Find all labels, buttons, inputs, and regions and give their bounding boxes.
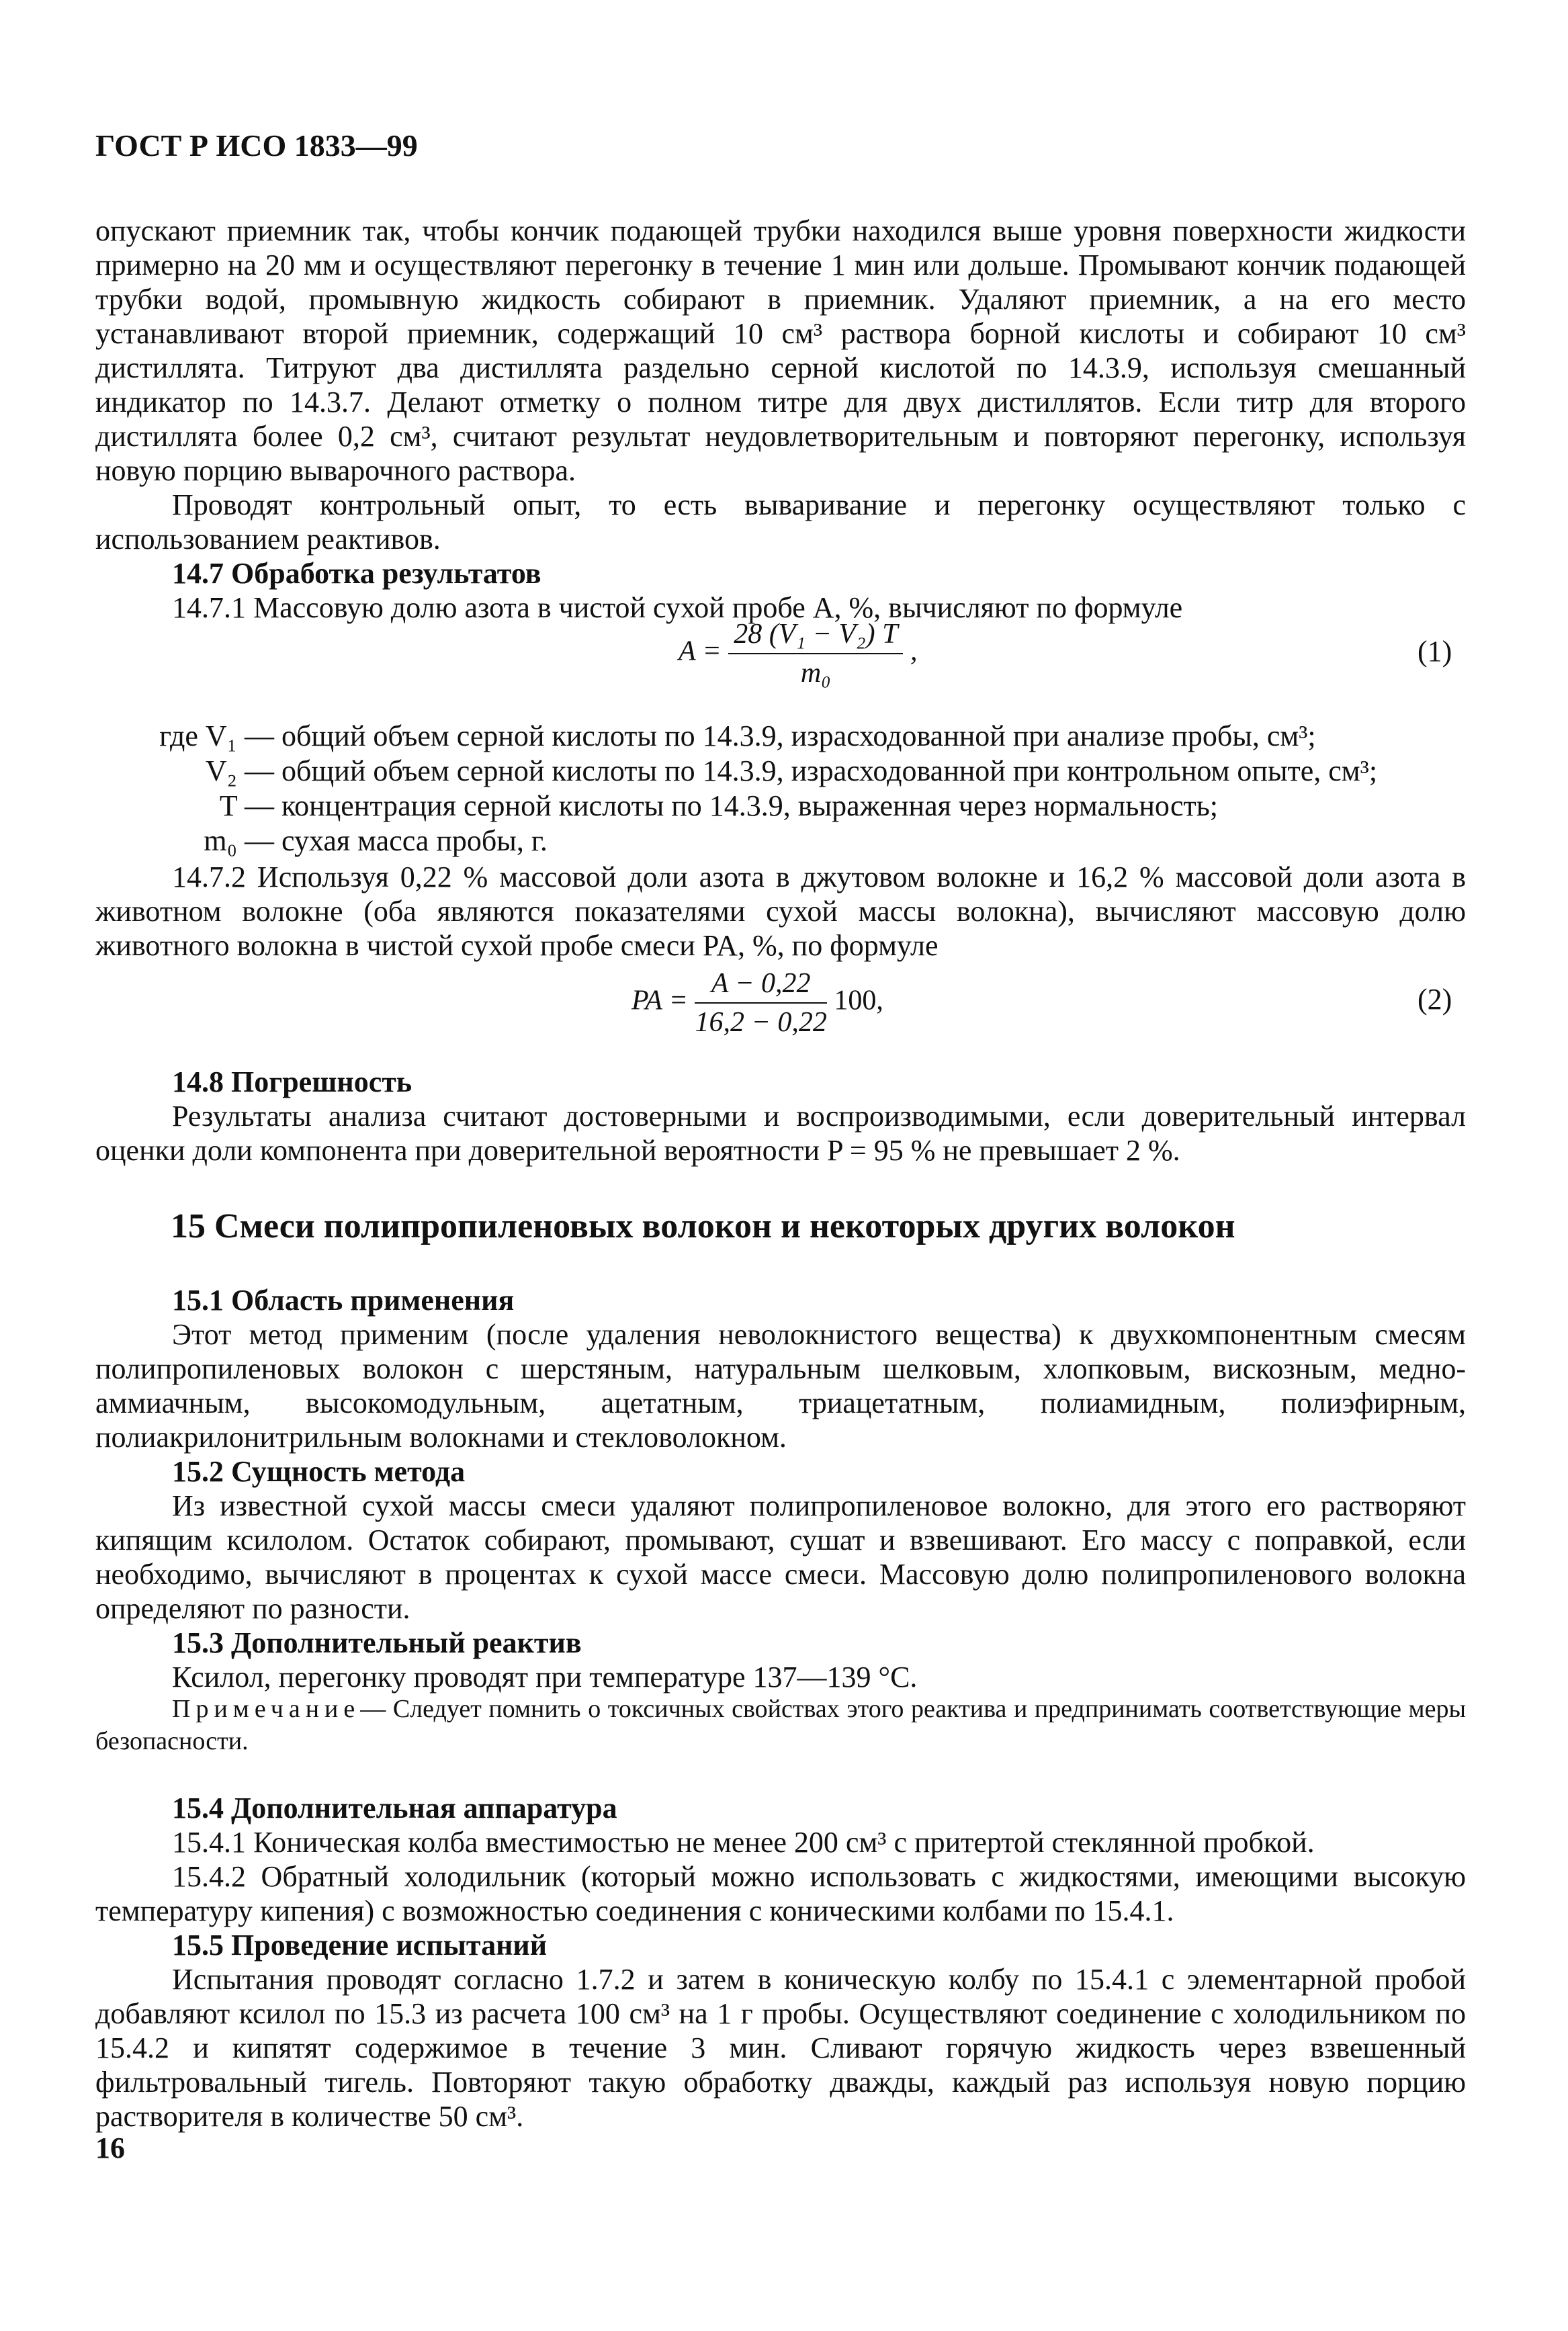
document-header: ГОСТ Р ИСО 1833—99 [95,128,418,163]
heading-14-8: 14.8 Погрешность [172,1065,412,1098]
heading-15-3: 15.3 Дополнительный реактив [172,1626,582,1659]
heading-15-1: 15.1 Область применения [172,1284,515,1317]
definition-text: сухая масса пробы, г. [281,824,548,857]
definition-row [95,754,1377,789]
paragraph-continuation: опускают приемник так, чтобы кончик подающей трубки находился выше уровня поверхности жидкости примерно на 20 мм и осуществляют перегонку в течение 1 мин или дольше. Промывают кончик подающей трубки водой, промывную жидкость собирают в приемник. Удаляют приемник, а на его место устанавливают второй приемник, содержащий 10 см³ раствора борной кислоты и собирают 10 см³ дистиллята. Титруют два дистиллята раздельно серной кислотой по 14.3.9, используя смешанный индикатор по 14.3.7. Делают отметку о полном титре для двух дистиллятов. Если титр для второго дистиллята более 0,2 см³, считают результат неудовлетворительным и повторяют перегонку, используя новую порцию выварочного раствора. [95,214,1466,487]
heading-15-2: 15.2 Сущность метода [172,1455,466,1488]
note-block [95,1693,1466,1757]
definition-row [95,719,1377,754]
heading-15-5: 15.5 Проведение испытаний [172,1929,548,1962]
paragraph-15-4-2: 15.4.2 Обратный холодильник (который можно использовать с жидкостями, имеющими высокую температуру кипения) с возможностью соединения с коническими колбами по 15.4.1. [95,1860,1466,1927]
text-block-14-7-2 [95,860,1466,963]
definition-row [95,789,1377,824]
formula-1 [679,618,917,689]
formula-2 [631,967,883,1039]
paragraph-15-2: Из известной сухой массы смеси удаляют полипропиленовое волокно, для этого его растворяют кипящим ксилолом. Остаток собирают, промывают, сушат и взвешивают. Его массу с поправкой, если необходимо, вычисляют в процентах к сухой массе смеси. Массовую долю полипропиленового волокна определяют по разности. [95,1489,1466,1625]
text-block-top [95,214,1466,625]
formula-2-denominator: 16,2 − 0,22 [695,1007,827,1038]
heading-15-4: 15.4 Дополнительная аппаратура [172,1792,617,1824]
note-label: Примечание [172,1695,361,1723]
paragraph-15-3: Ксилол, перегонку проводят при температуре 137—139 °С. [172,1661,918,1694]
definition-text: общий объем серной кислоты по 14.3.9, израсходованной при контрольном опыте, см³; [281,754,1378,787]
paragraph-15-4-1: 15.4.1 Коническая колба вместимостью не менее 200 см³ с притертой стеклянной пробкой. [172,1826,1315,1859]
section-15-title: 15 Смеси полипропиленовых волокон и некоторых других волокон [171,1207,1235,1245]
formula-2-tail: 100, [834,985,883,1016]
text-block-15-4 [95,1791,1466,2134]
note-text: — Следует помнить о токсичных свойствах этого реактива и предпринимать соответствующие меры безопасности. [95,1695,1466,1755]
definition-symbol: V₂ — [205,754,274,787]
page-number: 16 [95,2131,125,2164]
formula-2-fraction [695,967,826,1039]
formula-2-lhs: PA = [631,985,688,1016]
formula-1-lhs: A = [679,635,722,667]
paragraph-15-1: Этот метод применим (после удаления неволокнистого вещества) к двухкомпонентным смесям полипропиленовых волокон с шерстяным, натуральным шелковым, хлопковым, вискозным, медно-аммиачным, высокомодульным, ацетатным, триацетатным, полиамидным, полиэфирным, полиакрилонитрильным волокнами и стекловолокном. [95,1318,1466,1454]
paragraph-14-7-2: 14.7.2 Используя 0,22 % массовой доли азота в джутовом волокне и 16,2 % массовой доли азота в животном волокне (оба являются показателями сухой массы волокна), вычисляют массовую долю животного волокна в чистой сухой пробе смеси PA, %, по формуле [95,861,1466,962]
paragraph-15-5: Испытания проводят согласно 1.7.2 и затем в коническую колбу по 15.4.1 с элементарной пробой добавляют ксилол по 15.3 из расчета 100 см³ на 1 г пробы. Осуществляют соединение с холодильником по 15.4.2 и кипятят содержимое в течение 3 мин. Сливают горячую жидкость через взвешенный фильтровальный тигель. Повторяют такую обработку дважды, каждый раз используя новую порцию растворителя в количестве 50 см³. [95,1963,1466,2133]
definition-symbol: где V₁ — [159,719,274,752]
definition-text: концентрация серной кислоты по 14.3.9, выраженная через нормальность; [281,789,1219,822]
heading-14-7: 14.7 Обработка результатов [172,557,541,590]
formula-2-numerator: A − 0,22 [695,967,826,1004]
definition-text: общий объем серной кислоты по 14.3.9, израсходованной при анализе пробы, см³; [281,719,1316,752]
symbol-definitions [95,719,1377,859]
formula-1-fraction [728,618,903,689]
text-block-15 [95,1283,1466,1694]
formula-1-denominator: m₀ [800,658,831,689]
paragraph-14-8: Результаты анализа считают достоверными и воспроизводимыми, если доверительный интервал оценки доли компонента при доверительной вероятности P = 95 % не превышает 2 %. [95,1100,1466,1167]
paragraph-control-test: Проводят контрольный опыт, то есть вываривание и перегонку осуществляют только с использованием реактивов. [95,488,1466,556]
formula-1-tail: , [910,635,918,667]
text-block-14-8 [95,1065,1466,1168]
equation-number-2: (2) [1418,983,1452,1016]
equation-number-1: (1) [1418,635,1452,668]
definition-row [95,824,1377,859]
definition-symbol: m₀ — [204,824,274,857]
paragraph-14-7-1: 14.7.1 Массовую долю азота в чистой сухой пробе A, %, вычисляют по формуле [172,591,1183,624]
formula-1-numerator: 28 (V₁ − V₂) T [728,618,903,654]
definition-symbol: T — [219,789,274,822]
